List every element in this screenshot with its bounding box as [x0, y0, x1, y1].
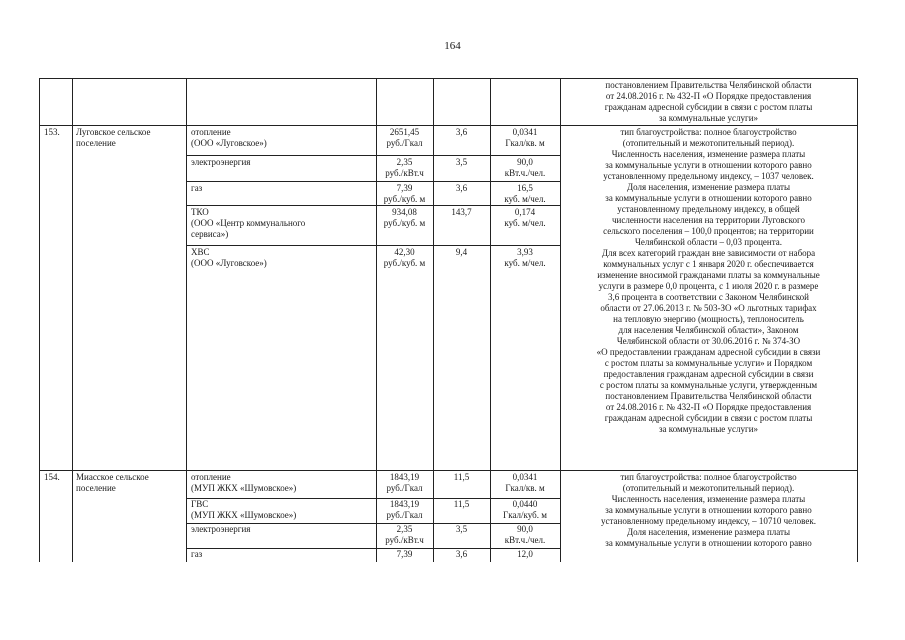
- norm-value: 16,5 куб. м/чел.: [504, 183, 546, 204]
- service-name: ГВС (МУП ЖКХ «Шумовское»): [191, 499, 297, 520]
- index-value: 11,5: [453, 499, 470, 509]
- settlement-name: Луговское сельское поселение: [76, 127, 151, 148]
- settlement-name: Миасское сельское поселение: [76, 472, 149, 493]
- service-name: ТКО (ООО «Центр коммунального сервиса»): [191, 207, 306, 239]
- service-name: отопление (ООО «Луговское»): [191, 127, 267, 148]
- norm-value: 0,174 куб. м/чел.: [504, 207, 546, 228]
- tariff-value: 934,08 руб./куб. м: [383, 207, 426, 228]
- norm-value: 0,0341 Гкал/кв. м: [505, 127, 545, 148]
- table-border-right: [857, 78, 858, 562]
- index-value: 3,6: [455, 127, 468, 137]
- index-value: 3,5: [455, 524, 468, 534]
- row-divider: [186, 245, 560, 246]
- norm-value: 0,0341 Гкал/кв. м: [505, 472, 545, 493]
- tariff-value: 2,35 руб./кВт.ч: [385, 157, 424, 178]
- col-divider: [433, 78, 434, 562]
- row-divider: [186, 155, 560, 156]
- tariff-value: 2651,45 руб./Гкал: [386, 127, 423, 148]
- service-name: электроэнергия: [191, 524, 251, 534]
- settlement-note: тип благоустройства: полное благоустройство (отопительный и межотопительный период). Численность населения, изменение размера платы за коммунальные услуги в отношении которого равно установленному предельному индексу, – 1037 человек. Доля населения, изменение размера платы за коммунальные услуги в отношении которого равно установленному предельному индексу, в общей численности населения на территории Луговского сельского поселения – 100,0 процентов; на территории Челябинской области – 0,03 процента. Для всех категорий граждан вне зависимости от набора коммунальных услуг с 1 января 2020 г. обеспечивается изменение вносимой гражданами платы за коммунальные услуги в размере 0,0 процента, с 1 июля 2020 г. в размере 3,6 процента в соответствии с Законом Челябинской области от 27.06.2013 г. № 503-ЗО «О льготных тарифах на тепловую энергию (мощность), теплоноситель для населения Челябинской области», Законом Челябинской области от 30.06.2016 г. № 374-ЗО «О предоставлении гражданам адресной субсидии в связи с ростом платы за коммунальные услуги» и Порядком предоставления гражданам адресной субсидии в связи с ростом платы за коммунальные услуги, утвержденным постановлением Правительства Челябинской области от 24.08.2016 г. № 432-П «О Порядке предоставления гражданам адресной субсидии в связи с ростом платы за коммунальные услуги»: [596, 127, 821, 434]
- index-value: 3,6: [455, 549, 468, 559]
- row-divider: [186, 205, 560, 206]
- norm-value: 90,0 кВт.ч./чел.: [504, 157, 546, 178]
- tariff-value: 1843,19 руб./Гкал: [386, 472, 423, 493]
- page-number: 164: [444, 40, 461, 52]
- service-name: газ: [191, 549, 203, 559]
- row-divider: [186, 181, 560, 182]
- tariff-value: 7,39: [396, 549, 413, 559]
- service-name: электроэнергия: [191, 157, 251, 167]
- index-value: 11,5: [453, 472, 470, 482]
- tariff-value: 42,30 руб./куб. м: [383, 247, 426, 268]
- index-value: 3,6: [455, 183, 468, 193]
- table-border-left: [39, 78, 40, 562]
- service-name: ХВС (ООО «Луговское»): [191, 247, 267, 268]
- settlement-note: тип благоустройства: полное благоустройство (отопительный и межотопительный период). Численность населения, изменение размера платы за коммунальные услуги в отношении которого равно установленному предельному индексу, – 10710 человек. Доля населения, изменение размера платы за коммунальные услуги в отношении которого равно: [601, 472, 816, 548]
- continuation-note: постановлением Правительства Челябинской области от 24.08.2016 г. № 432-П «О Порядке предоставления гражданам адресной субсидии в связи с ростом платы за коммунальные услуги»: [604, 80, 813, 123]
- service-name: газ: [191, 183, 203, 193]
- tariff-value: 1843,19 руб./Гкал: [386, 499, 423, 520]
- row-divider: [39, 470, 857, 471]
- tariff-value: 7,39 руб./куб. м: [383, 183, 426, 204]
- service-name: отопление (МУП ЖКХ «Шумовское»): [191, 472, 297, 493]
- tariff-value: 2,35 руб./кВт.ч: [385, 524, 424, 545]
- row-number: 154.: [44, 472, 60, 482]
- col-divider: [560, 78, 561, 562]
- col-divider: [186, 78, 187, 562]
- row-divider: [39, 125, 857, 126]
- norm-value: 12,0: [517, 549, 533, 559]
- row-number: 153.: [44, 127, 60, 137]
- table-border-top: [39, 78, 857, 79]
- col-divider: [72, 78, 73, 562]
- norm-value: 90,0 кВт.ч./чел.: [504, 524, 546, 545]
- index-value: 143,7: [451, 207, 472, 217]
- norm-value: 3,93 куб. м/чел.: [504, 247, 546, 268]
- index-value: 9,4: [455, 247, 468, 257]
- norm-value: 0,0440 Гкал/куб. м: [503, 499, 547, 520]
- index-value: 3,5: [455, 157, 468, 167]
